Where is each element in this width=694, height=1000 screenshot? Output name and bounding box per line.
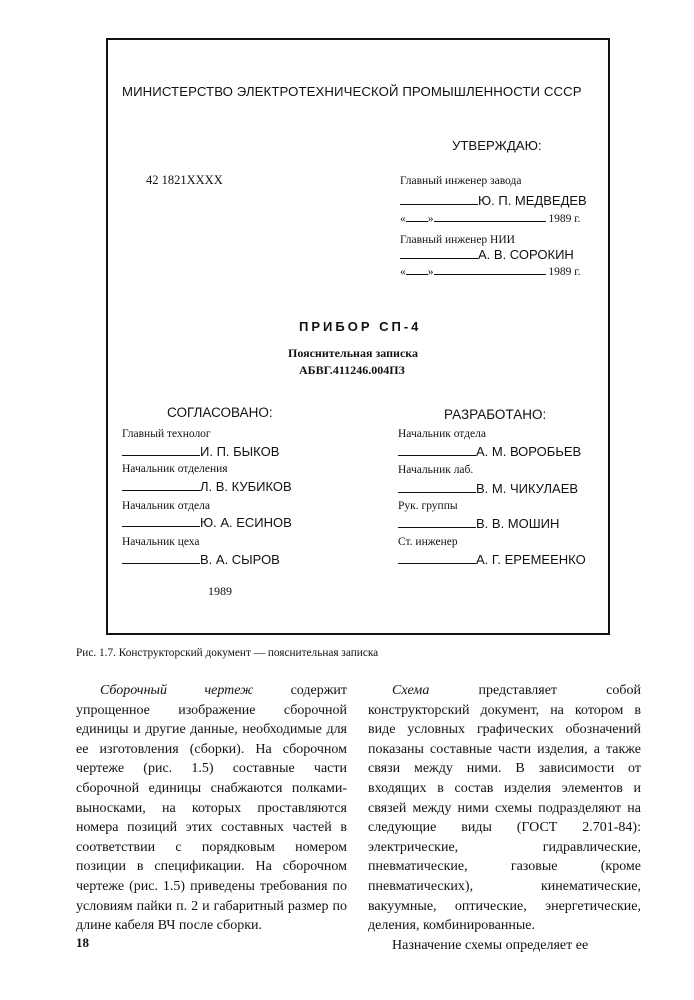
agreed-title: Начальник отделения xyxy=(122,463,228,475)
document-number: 42 1821XXXX xyxy=(146,173,223,187)
approval-date-line: « » 1989 г. xyxy=(400,266,581,278)
agreed-title: Главный технолог xyxy=(122,428,211,440)
ministry-header: МИНИСТЕРСТВО ЭЛЕКТРОТЕХНИЧЕСКОЙ ПРОМЫШЛЕННОСТИ СССР xyxy=(122,84,582,99)
approver-name: Ю. П. МЕДВЕДЕВ xyxy=(478,193,587,208)
document-year: 1989 xyxy=(208,584,232,598)
approver-signature-line xyxy=(400,193,587,209)
developed-title: Ст. инженер xyxy=(398,536,458,548)
right-column-text: Схема представляет собой конструкторский документ, на котором в виде условных графических обозначений показаны составные части изделия, а также связи между ними. В зависимости от входящих в состав изделия элементов и связей между ними схемы подразделяют на следующие виды (ГОСТ 2.701-84): электрические, гидравлические, пневматические, газовые (кроме пневматических), кинематические, вакуумные, оптические, энергетические, деления, комбинированные. Назначение схемы определяет ее xyxy=(368,681,641,955)
developed-signature: А. Г. ЕРЕМЕЕНКО xyxy=(398,552,586,567)
developed-title: Начальник отдела xyxy=(398,428,486,440)
approver-name: А. В. СОРОКИН xyxy=(478,247,574,262)
figure-caption: Рис. 1.7. Конструкторский документ — пояснительная записка xyxy=(76,647,379,659)
developed-heading: РАЗРАБОТАНО: xyxy=(444,407,547,422)
left-column-text: Сборочный чертеж содержит упрощенное изображение сборочной единицы и другие данные, необходимые для ее изготовления (сборки). На сборочном чертеже (рис. 1.5) составные части сборочной единицы снабжаются полками-выносками, на которых проставляются номера позиций этих составных частей в соответствии с порядковым номером позиции в спецификации. На сборочном чертеже (рис. 1.5) приведены требования по условиям пайки п. 2 и габаритный размер по длине кабеля ВЧ после сборки. xyxy=(76,683,347,934)
agreed-signature: В. А. СЫРОВ xyxy=(122,552,280,567)
agreed-signature: И. П. БЫКОВ xyxy=(122,444,279,459)
device-title: ПРИБОР СП-4 xyxy=(299,319,422,334)
term-assembly-drawing: Сборочный чертеж xyxy=(100,683,254,698)
page-number: 18 xyxy=(76,935,89,950)
developed-signature: А. М. ВОРОБЬЕВ xyxy=(398,444,581,459)
approver-signature-line xyxy=(400,247,574,263)
approval-date-line: « » 1989 г. xyxy=(400,213,581,225)
agreed-signature: Л. В. КУБИКОВ xyxy=(122,479,292,494)
developed-title: Рук. группы xyxy=(398,500,458,512)
agreed-heading: СОГЛАСОВАНО: xyxy=(167,405,273,420)
agreed-title: Начальник отдела xyxy=(122,500,210,512)
agreed-title: Начальник цеха xyxy=(122,536,200,548)
developed-title: Начальник лаб. xyxy=(398,464,474,476)
document-code: АБВГ.411246.004ПЗ xyxy=(299,363,405,377)
approve-heading: УТВЕРЖДАЮ: xyxy=(452,138,542,153)
developed-signature: В. В. МОШИН xyxy=(398,516,559,531)
term-scheme: Схема xyxy=(392,683,430,698)
approver-title: Главный инженер завода xyxy=(400,175,522,187)
document-type: Пояснительная записка xyxy=(288,346,419,360)
agreed-signature: Ю. А. ЕСИНОВ xyxy=(122,515,292,530)
developed-signature: В. М. ЧИКУЛАЕВ xyxy=(398,481,578,496)
approver-title: Главный инженер НИИ xyxy=(400,234,515,246)
right-column-paragraph: Назначение схемы определяет ее xyxy=(392,937,589,953)
